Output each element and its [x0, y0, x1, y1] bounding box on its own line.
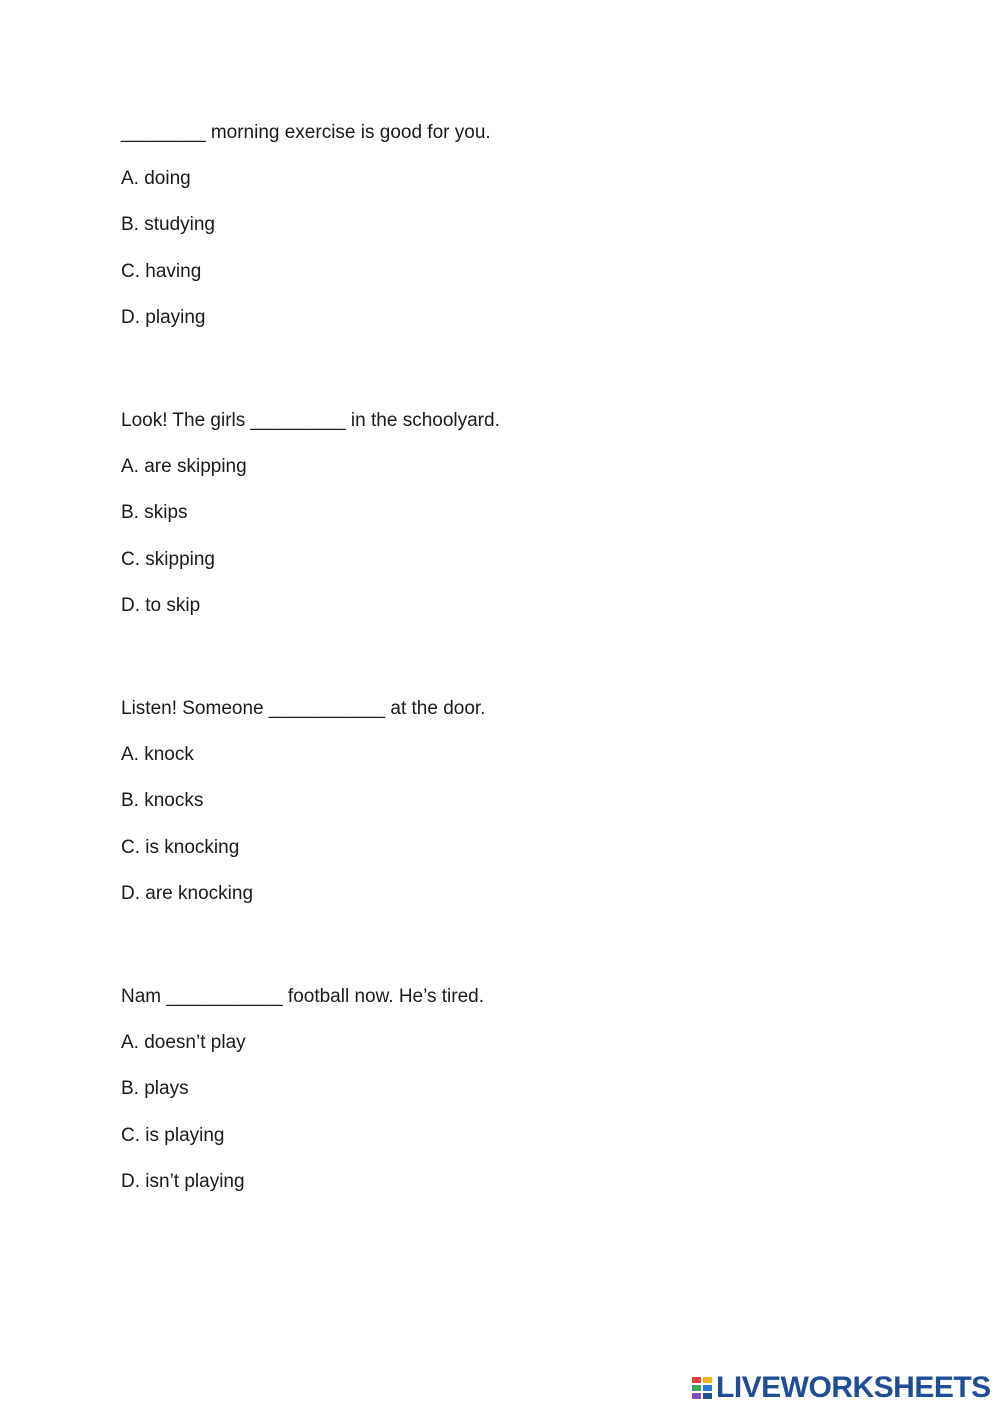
question-stem: Listen! Someone ___________ at the door.	[121, 698, 486, 719]
logo-block	[691, 1376, 702, 1384]
liveworksheets-logo-icon	[691, 1376, 713, 1400]
option-c[interactable]: C. having	[121, 261, 202, 282]
option-c[interactable]: C. is knocking	[121, 837, 240, 858]
option-d[interactable]: D. playing	[121, 307, 206, 328]
option-a[interactable]: A. doing	[121, 168, 191, 189]
option-a[interactable]: A. knock	[121, 744, 194, 765]
logo-block	[691, 1384, 702, 1392]
option-a[interactable]: A. doesn’t play	[121, 1032, 246, 1053]
option-b[interactable]: B. plays	[121, 1078, 189, 1099]
option-b[interactable]: B. skips	[121, 502, 188, 523]
question-stem: ________ morning exercise is good for you.	[121, 122, 491, 143]
option-d[interactable]: D. to skip	[121, 595, 201, 616]
option-c[interactable]: C. skipping	[121, 549, 215, 570]
option-d[interactable]: D. isn’t playing	[121, 1171, 245, 1192]
logo-block	[702, 1392, 713, 1400]
question-stem: Look! The girls _________ in the schoolyard.	[121, 410, 500, 431]
option-c[interactable]: C. is playing	[121, 1125, 225, 1146]
logo-block	[702, 1384, 713, 1392]
logo-block	[702, 1376, 713, 1384]
option-b[interactable]: B. knocks	[121, 790, 204, 811]
logo-block	[691, 1392, 702, 1400]
option-d[interactable]: D. are knocking	[121, 883, 254, 904]
logo-text: LIVEWORKSHEETS	[716, 1371, 991, 1404]
option-a[interactable]: A. are skipping	[121, 456, 247, 477]
liveworksheets-logo	[691, 1372, 991, 1404]
option-b[interactable]: B. studying	[121, 214, 215, 235]
question-stem: Nam ___________ football now. He’s tired.	[121, 986, 485, 1007]
